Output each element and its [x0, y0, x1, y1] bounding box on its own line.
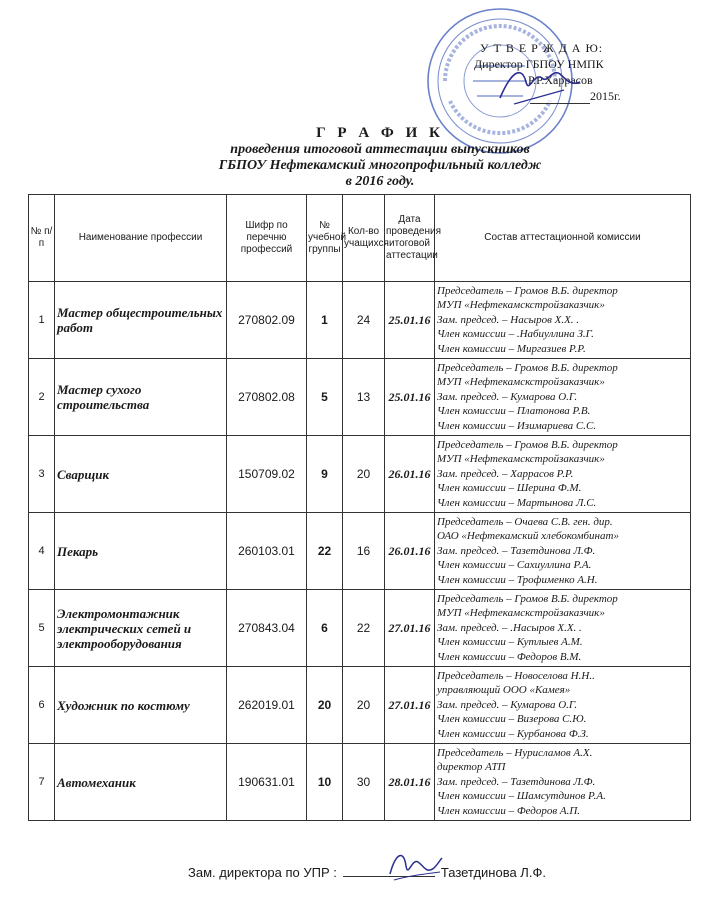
commission-line: Член комиссии – Платонова Р.В.: [437, 405, 591, 418]
header-commission: Состав аттестационной комиссии: [435, 195, 691, 282]
row-commission: [435, 590, 691, 667]
deputy-signature: [384, 844, 444, 888]
row-code: 190631.01: [227, 744, 307, 821]
commission-line: Председатель – Громов В.Б. директор: [437, 592, 618, 605]
row-num: 5: [29, 590, 55, 667]
title-line-3: в 2016 году.: [345, 174, 415, 189]
row-commission: [435, 282, 691, 359]
commission-line: Член комиссии – Шерина Ф.М.: [437, 482, 582, 495]
row-count: 20: [343, 436, 385, 513]
commission-line: Член комиссии – .Набиуллина З.Г.: [437, 328, 594, 341]
commission-line: Председатель – Нурисламов А.Х.: [437, 746, 593, 759]
commission-line: управляющий ООО «Камея»: [437, 684, 571, 697]
row-code: 260103.01: [227, 513, 307, 590]
commission-line: Зам. председ. – Кумарова О.Г.: [437, 698, 578, 711]
row-profession: Мастер сухого строительства: [55, 359, 227, 436]
table-row: [29, 359, 691, 436]
row-profession: Автомеханик: [55, 744, 227, 821]
row-group: 6: [307, 590, 343, 667]
commission-line: Председатель – Новоселова Н.Н..: [437, 669, 595, 682]
commission-line: Член комиссии – Федоров А.П.: [437, 804, 581, 817]
row-date: 27.01.16: [385, 590, 435, 667]
table-row: [29, 436, 691, 513]
row-count: 16: [343, 513, 385, 590]
row-group: 9: [307, 436, 343, 513]
row-num: 6: [29, 667, 55, 744]
row-num: 4: [29, 513, 55, 590]
row-date: 26.01.16: [385, 513, 435, 590]
commission-line: Член комиссии – Визерова С.Ю.: [437, 713, 587, 726]
commission-line: Председатель – Громов В.Б. директор: [437, 438, 618, 451]
row-code: 270843.04: [227, 590, 307, 667]
row-count: 30: [343, 744, 385, 821]
commission-line: Зам. председ. – Харрасов Р.Р.: [437, 467, 574, 480]
row-group: 10: [307, 744, 343, 821]
commission-line: Председатель – Громов В.Б. директор: [437, 361, 618, 374]
commission-line: Член комиссии – Сахиуллина Р.А.: [437, 559, 592, 572]
commission-line: Член комиссии – Изимариева С.С.: [437, 419, 597, 432]
row-commission: [435, 667, 691, 744]
commission-line: Член комиссии – Кутлыев А.М.: [437, 636, 583, 649]
row-group: 5: [307, 359, 343, 436]
header-date: Дата проведения итоговой аттестации: [385, 195, 435, 282]
row-profession: Сварщик: [55, 436, 227, 513]
row-profession: Художник по костюму: [55, 667, 227, 744]
approval-name: Р.Р.Харрасов: [528, 73, 593, 87]
header-count: Кол-во учащихся: [343, 195, 385, 282]
row-commission: [435, 513, 691, 590]
row-num: 2: [29, 359, 55, 436]
header-code: Шифр по перечню профессий: [227, 195, 307, 282]
row-num: 3: [29, 436, 55, 513]
title-main: Г Р А Ф И К: [316, 125, 444, 141]
table-row: [29, 744, 691, 821]
row-commission: [435, 744, 691, 821]
commission-line: ОАО «Нефтекамский хлебокомбинат»: [437, 530, 619, 543]
row-date: 25.01.16: [385, 359, 435, 436]
commission-line: Зам. председ. – Тазетдинова Л.Ф.: [437, 544, 596, 557]
row-commission: [435, 436, 691, 513]
commission-line: Член комиссии – Федоров В.М.: [437, 650, 582, 663]
row-count: 20: [343, 667, 385, 744]
row-profession: Пекарь: [55, 513, 227, 590]
director-signature: [494, 60, 584, 110]
table-row: [29, 667, 691, 744]
commission-line: Зам. председ. – Кумарова О.Г.: [437, 390, 578, 403]
row-group: 1: [307, 282, 343, 359]
row-num: 7: [29, 744, 55, 821]
document-title: [180, 124, 580, 190]
title-line-2: ГБПОУ Нефтекамский многопрофильный колледж: [218, 158, 542, 173]
row-count: 22: [343, 590, 385, 667]
row-num: 1: [29, 282, 55, 359]
table-header-row: [29, 195, 691, 282]
row-profession: Электромонтажник электрических сетей и электрооборудования: [55, 590, 227, 667]
row-date: 25.01.16: [385, 282, 435, 359]
table-row: [29, 513, 691, 590]
table-row: [29, 282, 691, 359]
footer-name: Тазетдинова Л.Ф.: [440, 865, 546, 880]
row-code: 270802.08: [227, 359, 307, 436]
commission-line: Зам. председ. – .Насыров Х.Х. .: [437, 621, 582, 634]
approval-position: Директор ГБПОУ НМПК: [474, 57, 604, 71]
attestation-table: [28, 194, 691, 821]
row-count: 13: [343, 359, 385, 436]
approval-title: У Т В Е Р Ж Д А Ю:: [480, 41, 604, 55]
commission-line: Член комиссии – Шамсутдинов Р.А.: [437, 790, 606, 803]
header-num: № п/п: [29, 195, 55, 282]
commission-line: Член комиссии – Курбанова Ф.З.: [437, 727, 589, 740]
row-code: 262019.01: [227, 667, 307, 744]
row-date: 28.01.16: [385, 744, 435, 821]
commission-line: МУП «Нефтекамскстройзаказчик»: [437, 299, 605, 312]
footer-label: Зам. директора по УПР :: [188, 865, 337, 880]
row-group: 20: [307, 667, 343, 744]
header-group: № учебной группы: [307, 195, 343, 282]
commission-line: Председатель – Громов В.Б. директор: [437, 284, 618, 297]
row-commission: [435, 359, 691, 436]
commission-line: Член комиссии – Трофименко А.Н.: [437, 573, 598, 586]
commission-line: Член комиссии – Мартынова Л.С.: [437, 496, 597, 509]
row-date: 26.01.16: [385, 436, 435, 513]
row-code: 150709.02: [227, 436, 307, 513]
title-line-1: проведения итоговой аттестации выпускников: [230, 142, 530, 157]
approval-year: 2015г.: [590, 89, 621, 103]
commission-line: Председатель – Очаева С.В. ген. дир.: [437, 515, 613, 528]
commission-line: МУП «Нефтекамскстройзаказчик»: [437, 607, 605, 620]
commission-line: Зам. председ. – Тазетдинова Л.Ф.: [437, 775, 596, 788]
table-row: [29, 590, 691, 667]
row-count: 24: [343, 282, 385, 359]
row-profession: Мастер общестроительных работ: [55, 282, 227, 359]
row-code: 270802.09: [227, 282, 307, 359]
commission-line: Член комиссии – Миргазиев Р.Р.: [437, 342, 586, 355]
row-date: 27.01.16: [385, 667, 435, 744]
commission-line: Зам. председ. – Насыров Х.Х. .: [437, 313, 580, 326]
commission-line: МУП «Нефтекамскстройзаказчик»: [437, 453, 605, 466]
commission-line: МУП «Нефтекамскстройзаказчик»: [437, 376, 605, 389]
commission-line: директор АТП: [437, 761, 506, 774]
header-profession: Наименование профессии: [55, 195, 227, 282]
row-group: 22: [307, 513, 343, 590]
